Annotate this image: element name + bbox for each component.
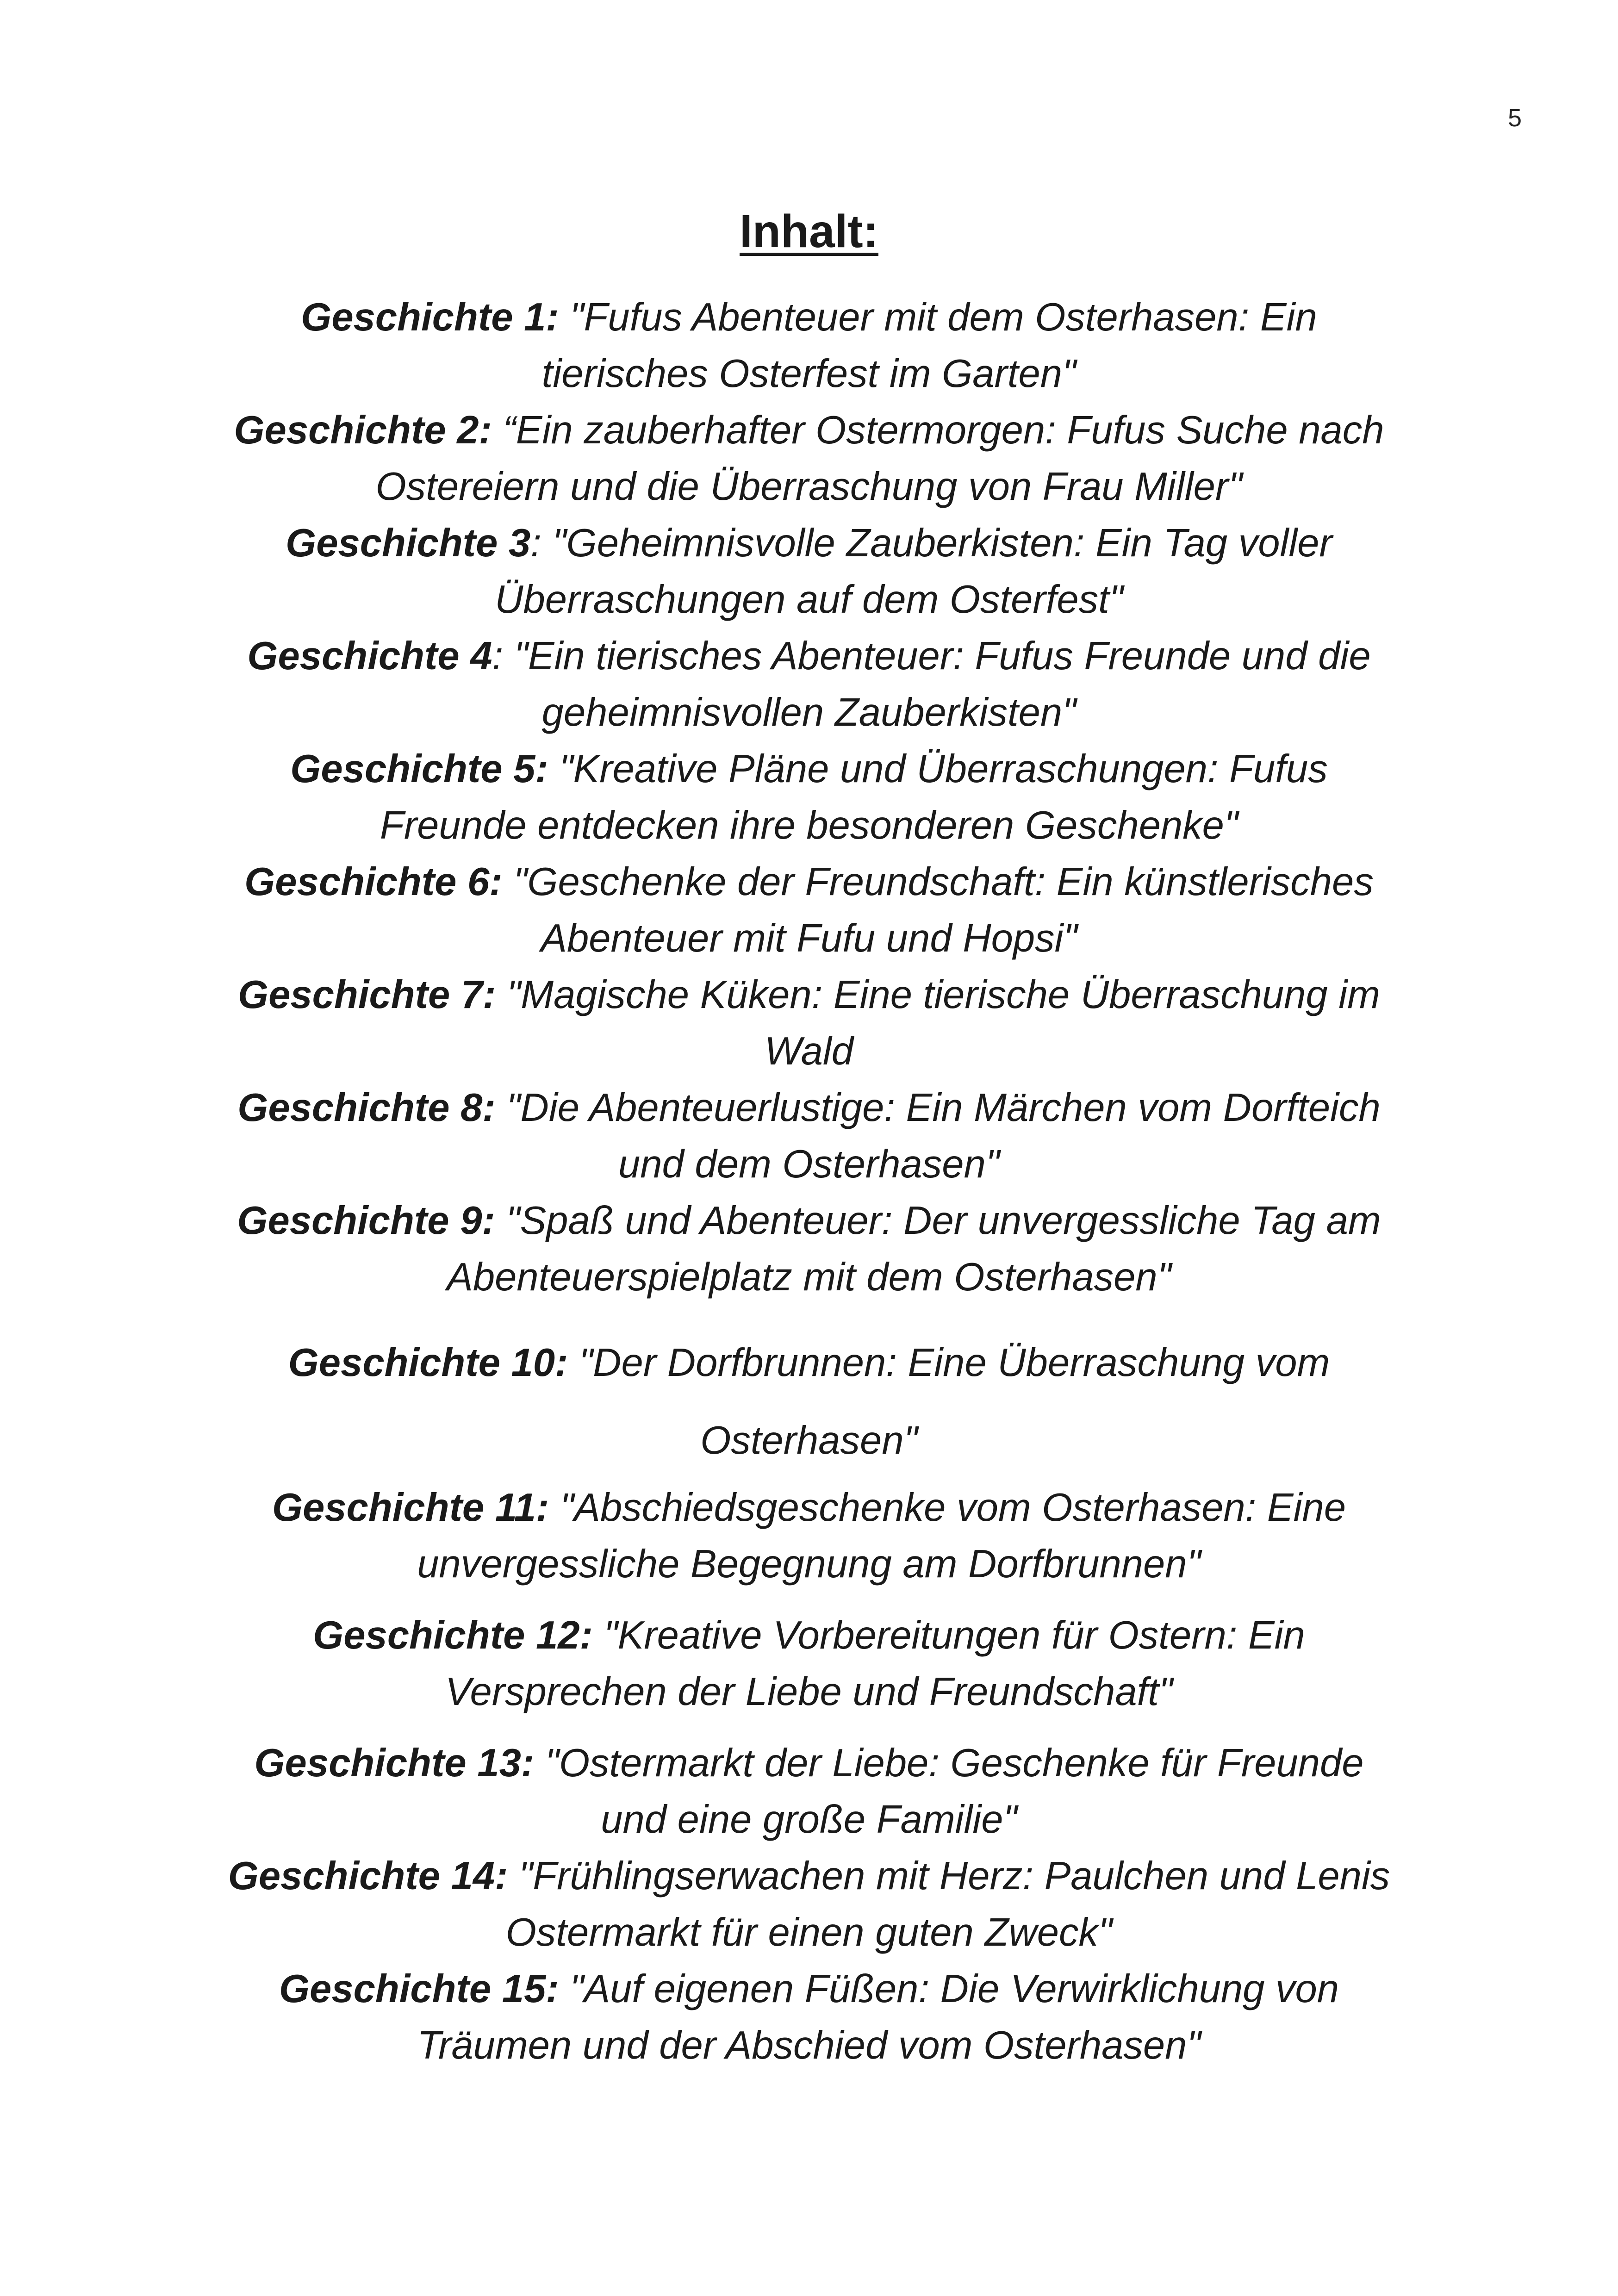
- toc-entry-title: "Spaß und Abenteuer: Der unvergessliche Tag am Abenteuerspielplatz mit dem Osterhasen": [447, 1199, 1381, 1299]
- toc-entry-label: Geschichte 10:: [288, 1341, 568, 1385]
- toc-entry-label: Geschichte 4: [247, 634, 492, 678]
- toc-entry-title: "Der Dorfbrunnen: Eine Überraschung vom Osterhasen": [568, 1341, 1330, 1462]
- toc-entry-14: [222, 1848, 1396, 1961]
- toc-entry-12: [222, 1607, 1396, 1720]
- toc-entry-5: [222, 741, 1396, 854]
- toc-entry-label: Geschichte 13:: [254, 1741, 535, 1785]
- toc-entry-title: "Geschenke der Freundschaft: Ein künstlerisches Abenteuer mit Fufu und Hopsi": [502, 860, 1374, 960]
- toc-entry-6: [222, 854, 1396, 967]
- toc-entry-label: Geschichte 12:: [313, 1613, 593, 1657]
- toc-entry-7: [222, 967, 1396, 1080]
- toc-entry-11: [222, 1480, 1396, 1593]
- toc-entry-label: Geschichte 2:: [234, 408, 492, 452]
- toc-entry-title: "Abschiedsgeschenke vom Osterhasen: Eine unvergessliche Begegnung am Dorfbrunnen": [417, 1486, 1346, 1586]
- toc-entry-15: [222, 1961, 1396, 2074]
- toc-entry-label: Geschichte 8:: [237, 1086, 496, 1130]
- toc-entry-label: Geschichte 3: [286, 521, 531, 565]
- toc-entry-10: [222, 1324, 1396, 1480]
- toc-entry-title: "Frühlingserwachen mit Herz: Paulchen und Lenis Ostermarkt für einen guten Zweck": [505, 1854, 1390, 1954]
- toc-entry-9: [222, 1193, 1396, 1306]
- toc-entry-1: [222, 289, 1396, 402]
- toc-entry-label: Geschichte 9:: [237, 1199, 495, 1243]
- toc-entry-title: "Kreative Vorbereitungen für Ostern: Ein Versprechen der Liebe und Freundschaft": [445, 1613, 1305, 1714]
- toc-entry-label: Geschichte 6:: [244, 860, 503, 904]
- toc-entry-title: "Kreative Pläne und Überraschungen: Fufus Freunde entdecken ihre besonderen Geschenke": [380, 747, 1328, 847]
- toc-entry-13: [222, 1735, 1396, 1848]
- toc-entry-3: [222, 515, 1396, 628]
- toc-entry-title: : "Geheimnisvolle Zauberkisten: Ein Tag voller Überraschungen auf dem Osterfest": [495, 521, 1332, 622]
- toc-title: Inhalt:: [740, 205, 878, 257]
- toc-entry-label: Geschichte 11:: [272, 1486, 549, 1530]
- toc-entry-title: "Auf eigenen Füßen: Die Verwirklichung von Träumen und der Abschied vom Osterhasen": [417, 1967, 1339, 2067]
- toc-entry-title: "Magische Küken: Eine tierische Überraschung im Wald: [496, 973, 1380, 1073]
- toc-entry-label: Geschichte 14:: [228, 1854, 508, 1898]
- toc-entry-4: [222, 628, 1396, 741]
- page-number: 5: [1507, 104, 1522, 132]
- toc-entry-title: "Die Abenteuerlustige: Ein Märchen vom Dorfteich und dem Osterhasen": [495, 1086, 1381, 1186]
- toc-entry-label: Geschichte 5:: [290, 747, 548, 791]
- table-of-contents: [222, 289, 1396, 2074]
- toc-entry-8: [222, 1080, 1396, 1193]
- toc-entry-title: “Ein zauberhafter Ostermorgen: Fufus Suche nach Ostereiern und die Überraschung von Frau Miller": [375, 408, 1384, 509]
- toc-entry-title: : "Ein tierisches Abenteuer: Fufus Freunde und die geheimnisvollen Zauberkisten": [492, 634, 1371, 734]
- toc-entry-2: [222, 402, 1396, 515]
- toc-entry-title: "Fufus Abenteuer mit dem Osterhasen: Ein tierisches Osterfest im Garten": [541, 295, 1317, 396]
- toc-entry-title: "Ostermarkt der Liebe: Geschenke für Freunde und eine große Familie": [534, 1741, 1364, 1842]
- toc-entry-label: Geschichte 15:: [279, 1967, 559, 2011]
- toc-entry-label: Geschichte 7:: [238, 973, 496, 1017]
- toc-entry-label: Geschichte 1:: [301, 295, 559, 339]
